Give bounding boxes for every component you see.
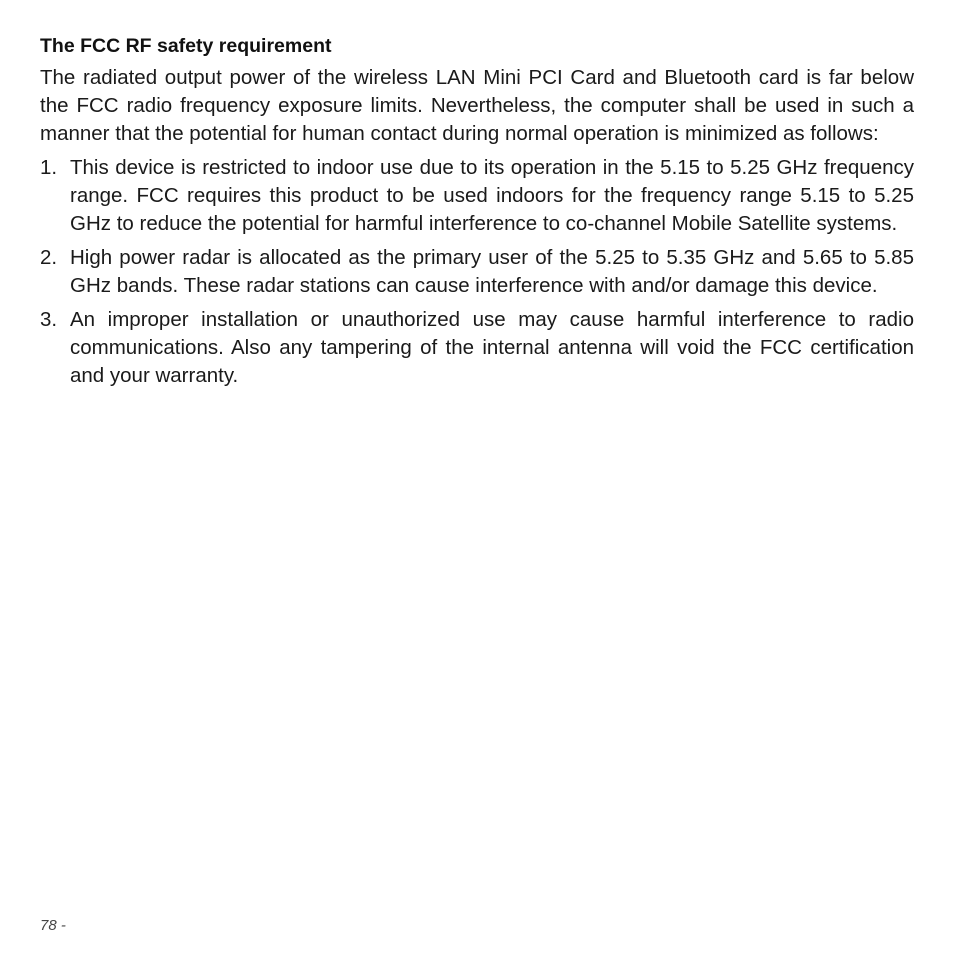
requirements-list (40, 154, 914, 390)
list-item-text: An improper installation or unauthorized use may cause harmful interference to radio communications. Also any tampering of the internal antenna will void the FCC certification and your warranty. (70, 308, 914, 387)
list-item (40, 244, 914, 300)
intro-paragraph: The radiated output power of the wireless LAN Mini PCI Card and Bluetooth card is far below the FCC radio frequency exposure limits. Nevertheless, the computer shall be used in such a manner that the potential for human contact during normal operation is minimized as follows: (40, 66, 914, 145)
list-item (40, 306, 914, 390)
list-item (40, 154, 914, 238)
section-heading: The FCC RF safety requirement (40, 35, 332, 57)
list-item-text: High power radar is allocated as the primary user of the 5.25 to 5.35 GHz and 5.65 to 5.85 GHz bands. These radar stations can cause interference with and/or damage this device. (70, 246, 914, 297)
list-item-text: This device is restricted to indoor use due to its operation in the 5.15 to 5.25 GHz frequency range. FCC requires this product to be used indoors for the frequency range 5.15 to 5.25 GHz to reduce the potential for harmful interference to co-channel Mobile Satellite systems. (70, 156, 914, 235)
document-page (40, 32, 914, 396)
list-item-number: 2. (40, 246, 58, 269)
list-item-number: 3. (40, 308, 58, 331)
page-number: 78 - (40, 917, 66, 934)
list-item-number: 1. (40, 156, 58, 179)
